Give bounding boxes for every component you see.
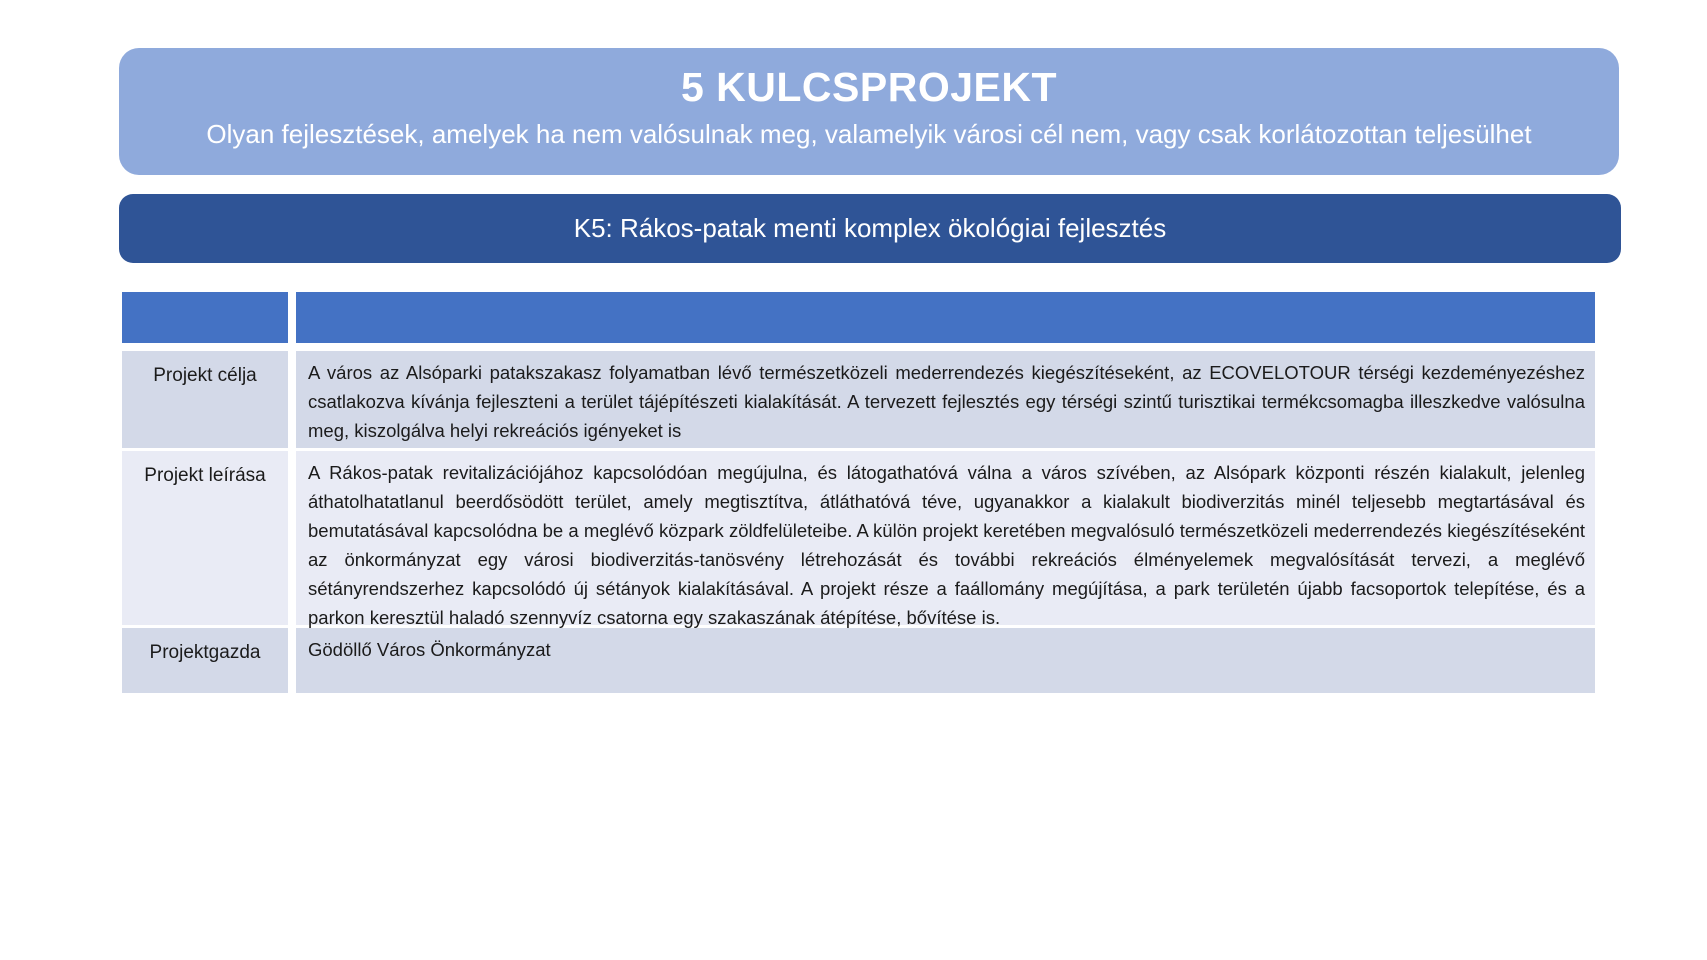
row-label-project-description: Projekt leírása (122, 451, 288, 625)
table-row-project-goal (122, 351, 1595, 448)
table-row-project-owner (122, 628, 1595, 693)
row-content-project-goal: A város az Alsóparki patakszakasz folyamatban lévő természetközeli mederrendezés kiegészítéseként, az ECOVELOTOUR térségi kezdeményezéshez csatlakozva kívánja fejleszteni a terület tájépítészeti kialakítását. A tervezett fejlesztés egy térségi szintű turisztikai termékcsomagba illeszkedve valósulna meg, kiszolgálva helyi rekreációs igényeket is (296, 351, 1595, 448)
project-table (122, 292, 1595, 696)
project-title: K5: Rákos-patak menti komplex ökológiai fejlesztés (573, 213, 1167, 243)
row-label-project-owner: Projektgazda (122, 628, 288, 693)
project-title-banner (119, 194, 1621, 263)
table-header-row (122, 292, 1595, 343)
row-content-project-owner: Gödöllő Város Önkormányzat (296, 628, 1595, 693)
section-header-banner (119, 48, 1619, 175)
section-subtitle: Olyan fejlesztések, amelyek ha nem valósulnak meg, valamelyik városi cél nem, vagy csak korlátozottan teljesülhet (206, 119, 1532, 149)
section-title: 5 KULCSPROJEKT (680, 64, 1058, 110)
table-header-label-cell (122, 292, 288, 343)
table-row-project-description (122, 451, 1595, 628)
table-header-content-cell (296, 292, 1595, 343)
row-content-project-description: A Rákos-patak revitalizációjához kapcsolódóan megújulna, és látogathatóvá válna a város szívében, az Alsópark központi részén kialakult, jelenleg áthatolhatatlanul beerdősödött terület, amely megtisztítva, átláthatóvá téve, ugyanakkor a kialakult biodiverzitás minél teljesebb megtartásával és bemutatásával kapcsolódna be a meglévő közpark zöldfelületeibe. A külön projekt keretében megvalósuló természetközeli mederrendezés kiegészítéseként az önkormányzat egy városi biodiverzitás-tanösvény létrehozását és további rekreációs élményelemek megvalósítását tervezi, a meglévő sétányrendszerhez kapcsolódó új sétányok kialakításával. A projekt része a faállomány megújítása, a park területén újabb facsoportok telepítése, és a parkon keresztül haladó szennyvíz csatorna egy szakaszának átépítése, bővítése is. (296, 451, 1595, 625)
row-label-project-goal: Projekt célja (122, 351, 288, 448)
